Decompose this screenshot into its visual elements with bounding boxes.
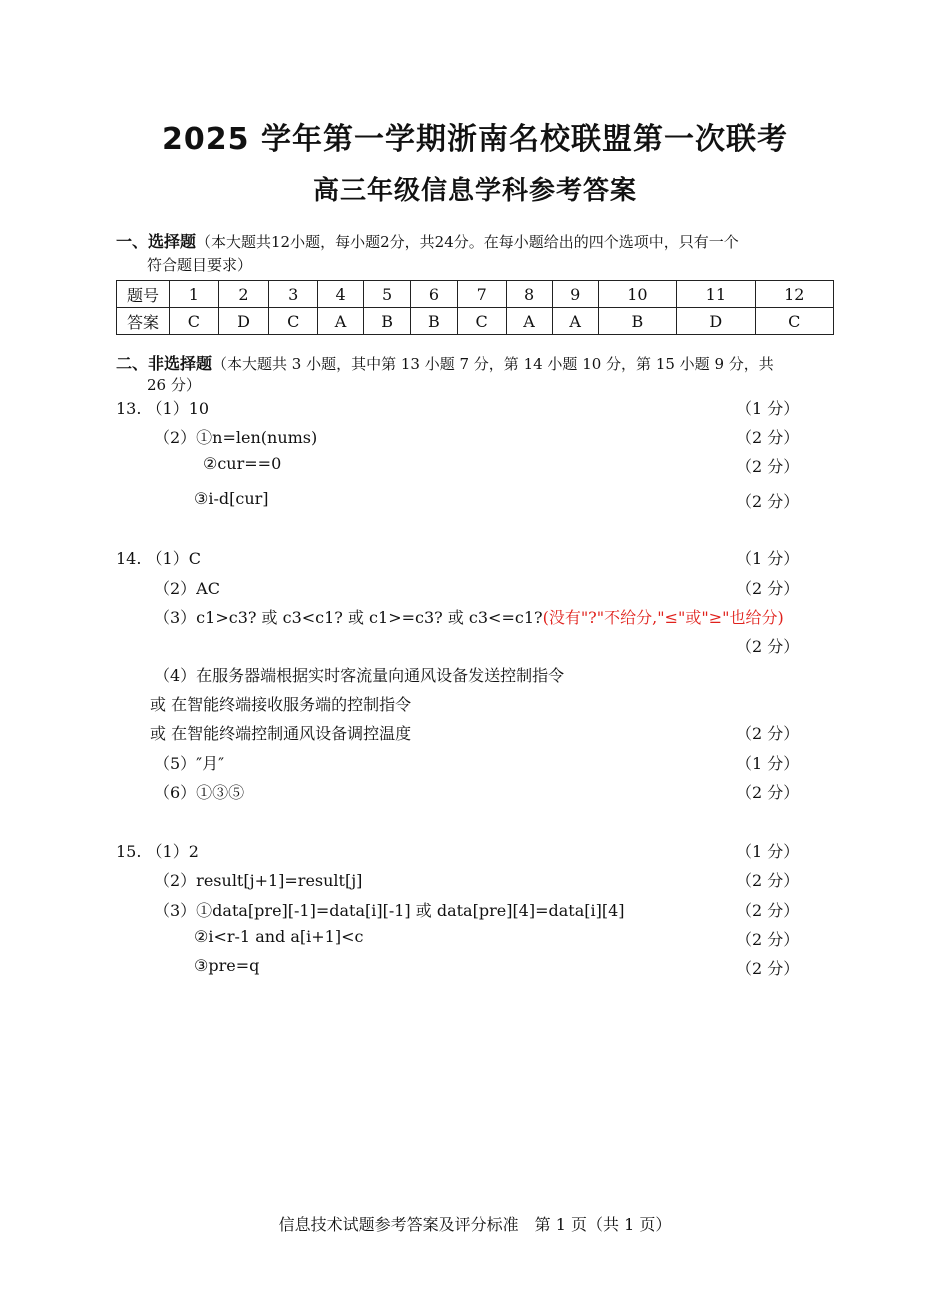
table-cell: C xyxy=(170,308,219,335)
section1-heading-line xyxy=(116,229,739,252)
q13-score-1: （1 分） xyxy=(736,399,800,418)
table-cell: 3 xyxy=(269,281,318,308)
q15-answer-4: ②i<r-1 and a[i+1]<c xyxy=(194,927,364,946)
table-cell: 9 xyxy=(552,281,598,308)
table-cell: 7 xyxy=(457,281,506,308)
q15-score-2: （2 分） xyxy=(736,871,800,890)
q14-answer-6: （6）①③⑤ xyxy=(154,783,245,802)
q14-score-4: （2 分） xyxy=(736,724,800,743)
section1-desc-cont: 符合题目要求） xyxy=(147,256,253,274)
q14-answer-4-line3: 或 在智能终端控制通风设备调控温度 xyxy=(150,724,412,743)
q14-answer-4-line2: 或 在智能终端接收服务端的控制指令 xyxy=(150,695,412,714)
q15-answer-1: 15. （1）2 xyxy=(116,842,199,861)
q14-answer-1: 14. （1）C xyxy=(116,549,201,568)
section2-desc: （本大题共 3 小题，其中第 13 小题 7 分，第 14 小题 10 分，第 15 小题 9 分，共 xyxy=(212,355,774,373)
q15-score-1: （1 分） xyxy=(736,842,800,861)
q14-answer-3-note: (没有"?"不给分,"≤"或"≥"也给分) xyxy=(542,608,784,627)
q14-score-6: （2 分） xyxy=(736,783,800,802)
q13-answer-4: ③i-d[cur] xyxy=(194,489,269,508)
table-cell: 12 xyxy=(755,281,833,308)
table-cell: B xyxy=(364,308,411,335)
q13-score-4: （2 分） xyxy=(736,492,800,511)
answer-table xyxy=(116,280,834,335)
q14-score-2: （2 分） xyxy=(736,579,800,598)
section2-heading-line xyxy=(116,351,774,374)
q13-answer-1: 13. （1）10 xyxy=(116,399,210,418)
table-cell: 4 xyxy=(318,281,364,308)
table-cell: A xyxy=(552,308,598,335)
table-cell: A xyxy=(506,308,552,335)
q14-answer-3: （3）c1>c3? 或 c3<c1? 或 c1>=c3? 或 c3<=c1? xyxy=(154,608,543,627)
table-cell: D xyxy=(677,308,755,335)
q14-answer-2: （2）AC xyxy=(154,579,220,598)
table-row-numbers xyxy=(117,281,834,308)
q15-answer-3: （3）①data[pre][-1]=data[i][-1] 或 data[pre][4]=data[i][4] xyxy=(154,901,625,920)
table-cell: C xyxy=(457,308,506,335)
q13-answer-3: ②cur==0 xyxy=(203,454,282,473)
q15-answer-2: （2）result[j+1]=result[j] xyxy=(154,871,363,890)
table-cell: B xyxy=(598,308,676,335)
table-cell: 10 xyxy=(598,281,676,308)
q15-score-4: （2 分） xyxy=(736,930,800,949)
section2-desc-cont: 26 分） xyxy=(147,376,201,394)
q15-score-5: （2 分） xyxy=(736,959,800,978)
document-title: 2025 学年第一学期浙南名校联盟第一次联考 xyxy=(162,122,788,157)
q14-score-5: （1 分） xyxy=(736,754,800,773)
table-cell: 1 xyxy=(170,281,219,308)
table-row-answers xyxy=(117,308,834,335)
table-cell: D xyxy=(218,308,269,335)
table-row-label: 题号 xyxy=(117,281,170,308)
q14-score-3: （2 分） xyxy=(736,637,800,656)
q14-answer-4-line1: （4）在服务器端根据实时客流量向通风设备发送控制指令 xyxy=(154,666,565,685)
q13-score-2: （2 分） xyxy=(736,428,800,447)
page-footer: 信息技术试题参考答案及评分标准 第 1 页（共 1 页） xyxy=(278,1215,672,1234)
q14-answer-5: （5）″月″ xyxy=(154,754,225,773)
q15-score-3: （2 分） xyxy=(736,901,800,920)
q14-score-1: （1 分） xyxy=(736,549,800,568)
table-cell: 8 xyxy=(506,281,552,308)
q13-score-3: （2 分） xyxy=(736,457,800,476)
table-cell: 5 xyxy=(364,281,411,308)
q14-answer-3-line xyxy=(154,605,784,628)
table-row-label: 答案 xyxy=(117,308,170,335)
table-cell: 6 xyxy=(411,281,458,308)
q15-answer-5: ③pre=q xyxy=(194,956,260,975)
table-cell: 2 xyxy=(218,281,269,308)
q13-answer-2: （2）①n=len(nums) xyxy=(154,428,318,447)
table-cell: A xyxy=(318,308,364,335)
table-cell: C xyxy=(269,308,318,335)
table-cell: C xyxy=(755,308,833,335)
section1-heading: 一、选择题 xyxy=(116,232,197,251)
section2-heading: 二、非选择题 xyxy=(116,354,213,373)
table-cell: B xyxy=(411,308,458,335)
table-cell: 11 xyxy=(677,281,755,308)
document-subtitle: 高三年级信息学科参考答案 xyxy=(312,176,637,206)
section1-desc: （本大题共12小题，每小题2分，共24分。在每小题给出的四个选项中，只有一个 xyxy=(196,233,739,251)
